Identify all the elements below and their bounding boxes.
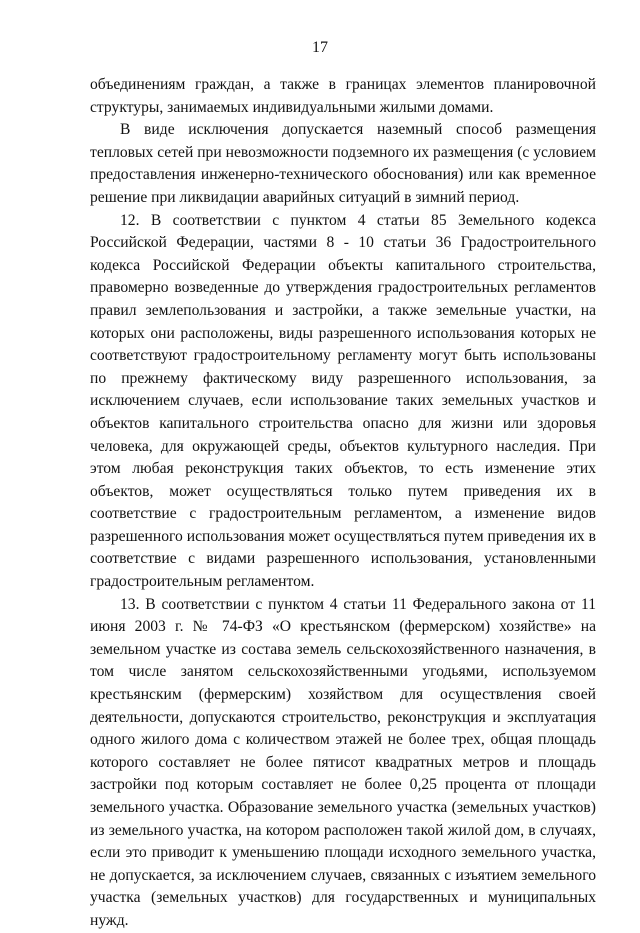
document-body	[90, 74, 596, 933]
paragraph-heat-networks: В виде исключения допускается наземный способ размещения тепловых сетей при невозможности подземного их размещения (с условием предоставления инженерно-технического обоснования) или как временное решение при ликвидации аварийных ситуаций в зимний период.	[90, 121, 597, 206]
page-number: 17	[312, 39, 328, 56]
paragraph-item-12: 12. В соответствии с пунктом 4 статьи 85 Земельного кодекса Российской Федерации, частями 8 - 10 статьи 36 Градостроительного кодекса Российской Федерации объекты капитального строительства, правомерно возведенные до утверждения градостроительных регламентов правил землепользования и застройки, а также земельные участки, на которых они расположены, виды разрешенного использования которых не соответствуют градостроительному регламенту могут быть использованы по прежнему фактическому виду разрешенного использования, за исключением случаев, если использование таких земельных участков и объектов капитального строительства опасно для жизни или здоровья человека, для окружающей среды, объектов культурного наследия. При этом любая реконструкция таких объектов, то есть изменение этих объектов, может осуществляться только путем приведения их в соответствие с градостроительным регламентом, а изменение видов разрешенного использования может осуществляться путем приведения их в соответствие с видами разрешенного использования, установленными градостроительным регламентом.	[90, 211, 596, 591]
paragraph-item-13: 13. В соответствии с пунктом 4 статьи 11 Федерального закона от 11 июня 2003 г. № 74-ФЗ «О крестьянском (фермерском) хозяйстве» на земельном участке из состава земель сельскохозяйственного назначения, в том числе занятом сельскохозяйственными угодьями, используемом крестьянским (фермерским) хозяйством для осуществления своей деятельности, допускаются строительство, реконструкция и эксплуатация одного жилого дома с количеством этажей не более трех, общая площадь которого составляет не более пятисот квадратных метров и площадь застройки под которым составляет не более 0,25 процента от площади земельного участка. Образование земельного участка (земельных участков) из земельного участка, на котором расположен такой жилой дом, в случаях, если это приводит к уменьшению площади исходного земельного участка, не допускается, за исключением случаев, связанных с изъятием земельного участка (земельных участков) для государственных и муниципальных нужд.	[90, 595, 596, 929]
paragraph-continuation: объединениям граждан, а также в границах элементов планировочной структуры, занимаемых индивидуальными жилыми домами.	[90, 76, 596, 116]
